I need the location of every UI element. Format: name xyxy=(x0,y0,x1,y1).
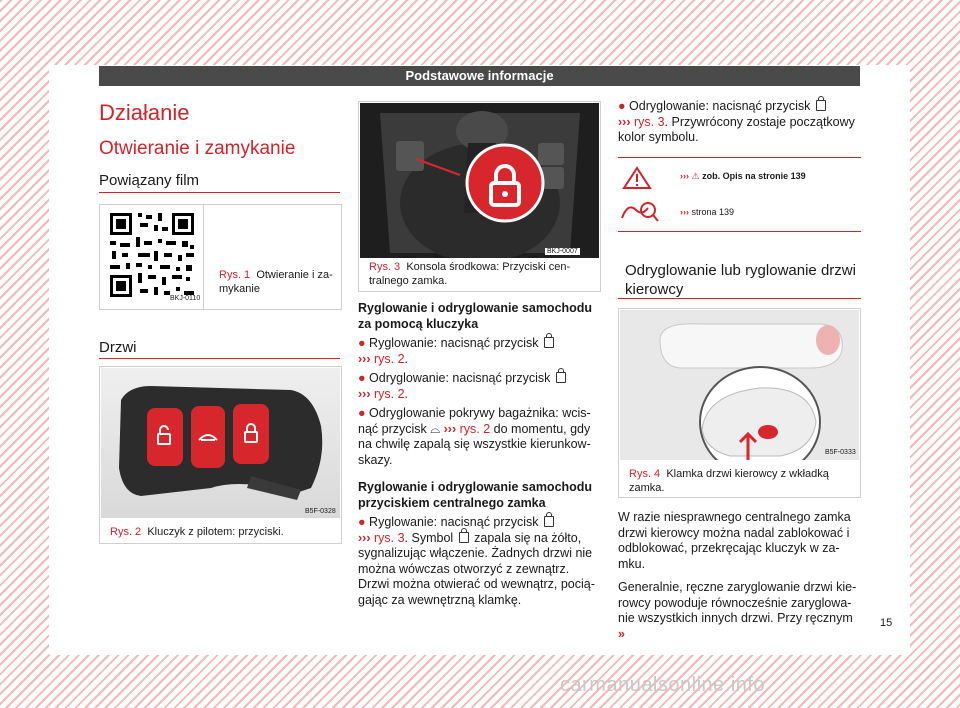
unlock-icon xyxy=(816,100,826,111)
middle-text xyxy=(358,301,601,608)
figure-4 xyxy=(618,308,861,498)
figure-link[interactable]: rys. 2 xyxy=(459,421,491,436)
section-title: Działanie xyxy=(99,100,190,125)
door-handle-image xyxy=(620,310,859,460)
notes-box xyxy=(618,157,861,232)
figure-code: B5F-0333 xyxy=(825,449,856,456)
list-item: ● Odryglowanie pokrywy bagażnika: wcis-nąć przycisk ⌓ ››› rys. 2 do momentu, gdy na chwilę zapalą się wszystkie kierunkow-skazy. xyxy=(358,406,591,467)
watermark: carmanualsonline.info xyxy=(560,674,766,696)
figure-1 xyxy=(99,204,342,310)
unlock-icon xyxy=(556,372,566,383)
header-title: Podstawowe informacje xyxy=(99,66,860,86)
right-text-top: ● Odryglowanie: nacisnąć przycisk ››› rys. 3. Przywrócony zostaje początkowy kolor symbolu. xyxy=(618,99,855,144)
figure-2-caption: Rys. 2 Kluczyk z pilotem: przyciski. xyxy=(110,526,284,538)
divider xyxy=(618,298,861,299)
warning-icon xyxy=(622,166,652,190)
lock-icon xyxy=(544,337,554,348)
divider xyxy=(99,192,340,193)
figure-1-caption: Rys. 1 Otwieranie i za-mykanie xyxy=(219,269,333,295)
figure-code: BKJ-0007 xyxy=(547,248,578,255)
list-item: ● Ryglowanie: nacisnąć przycisk ››› rys. 3. Symbol zapala się na żółto, sygnalizując włączenie. Żadnych drzwi nie można wówczas otworzyć z zewnątrz. Drzwi można otwierać od wewnątrz, pocią-gając za wewnętrzną klamkę. xyxy=(358,515,595,607)
figure-3-caption: Rys. 3 Konsola środkowa: Przyciski cen-tralnego zamka. xyxy=(369,261,571,287)
continue-arrow-icon: » xyxy=(618,626,625,641)
key-remote-image xyxy=(101,368,340,518)
driver-door-heading: Odryglowanie lub ryglowanie drzwi kierowcy xyxy=(625,262,856,298)
related-film-heading: Powiązany film xyxy=(99,172,200,189)
environment-icon xyxy=(620,198,660,224)
figure-link[interactable]: rys. 3 xyxy=(373,530,405,545)
key-lock-subheading: Ryglowanie i odryglowanie samochodu za pomocą kluczyka xyxy=(358,301,593,331)
trunk-icon: ⌓ xyxy=(430,421,441,436)
figure-3 xyxy=(358,101,601,292)
note-warning: ››› ⚠ zob. Opis na stronie 139 xyxy=(680,171,806,181)
figure-2 xyxy=(99,366,342,544)
console-lock-subheading: Ryglowanie i odryglowanie samochodu przyciskiem centralnego zamka xyxy=(358,480,593,510)
figure-link[interactable]: rys. 2 xyxy=(373,386,405,401)
divider xyxy=(99,358,340,359)
lock-icon xyxy=(459,532,469,543)
paragraph: W razie niesprawnego centralnego zamka drzwi kierowcy można nadal zablokować i odblokować, przekręcając kluczyk w za-mku. xyxy=(618,510,851,571)
paragraph: Generalnie, ręczne zaryglowanie drzwi kie-rowcy powoduje równocześnie zaryglowa-nie wszystkich innych drzwi. Przy ręcznym » xyxy=(618,580,857,641)
figure-code: B5F-0328 xyxy=(305,508,336,515)
list-item: ● Ryglowanie: nacisnąć przycisk ››› rys. 2. xyxy=(358,336,601,367)
center-console-image xyxy=(360,103,599,258)
figure-code: BKJ-0110 xyxy=(170,295,201,302)
page-number: 15 xyxy=(880,617,893,629)
right-body xyxy=(618,510,861,642)
list-item: ● Odryglowanie: nacisnąć przycisk ››› rys. 2. xyxy=(358,371,601,402)
figure-4-caption: Rys. 4 Klamka drzwi kierowcy z wkładką zamka. xyxy=(629,468,829,494)
doors-heading: Drzwi xyxy=(99,339,137,356)
note-environment: ››› strona 139 xyxy=(680,207,735,217)
figure-link[interactable]: rys. 2 xyxy=(373,351,405,366)
figure-link[interactable]: rys. 3 xyxy=(633,114,665,129)
section-subtitle: Otwieranie i zamykanie xyxy=(99,138,296,159)
lock-icon xyxy=(544,516,554,527)
